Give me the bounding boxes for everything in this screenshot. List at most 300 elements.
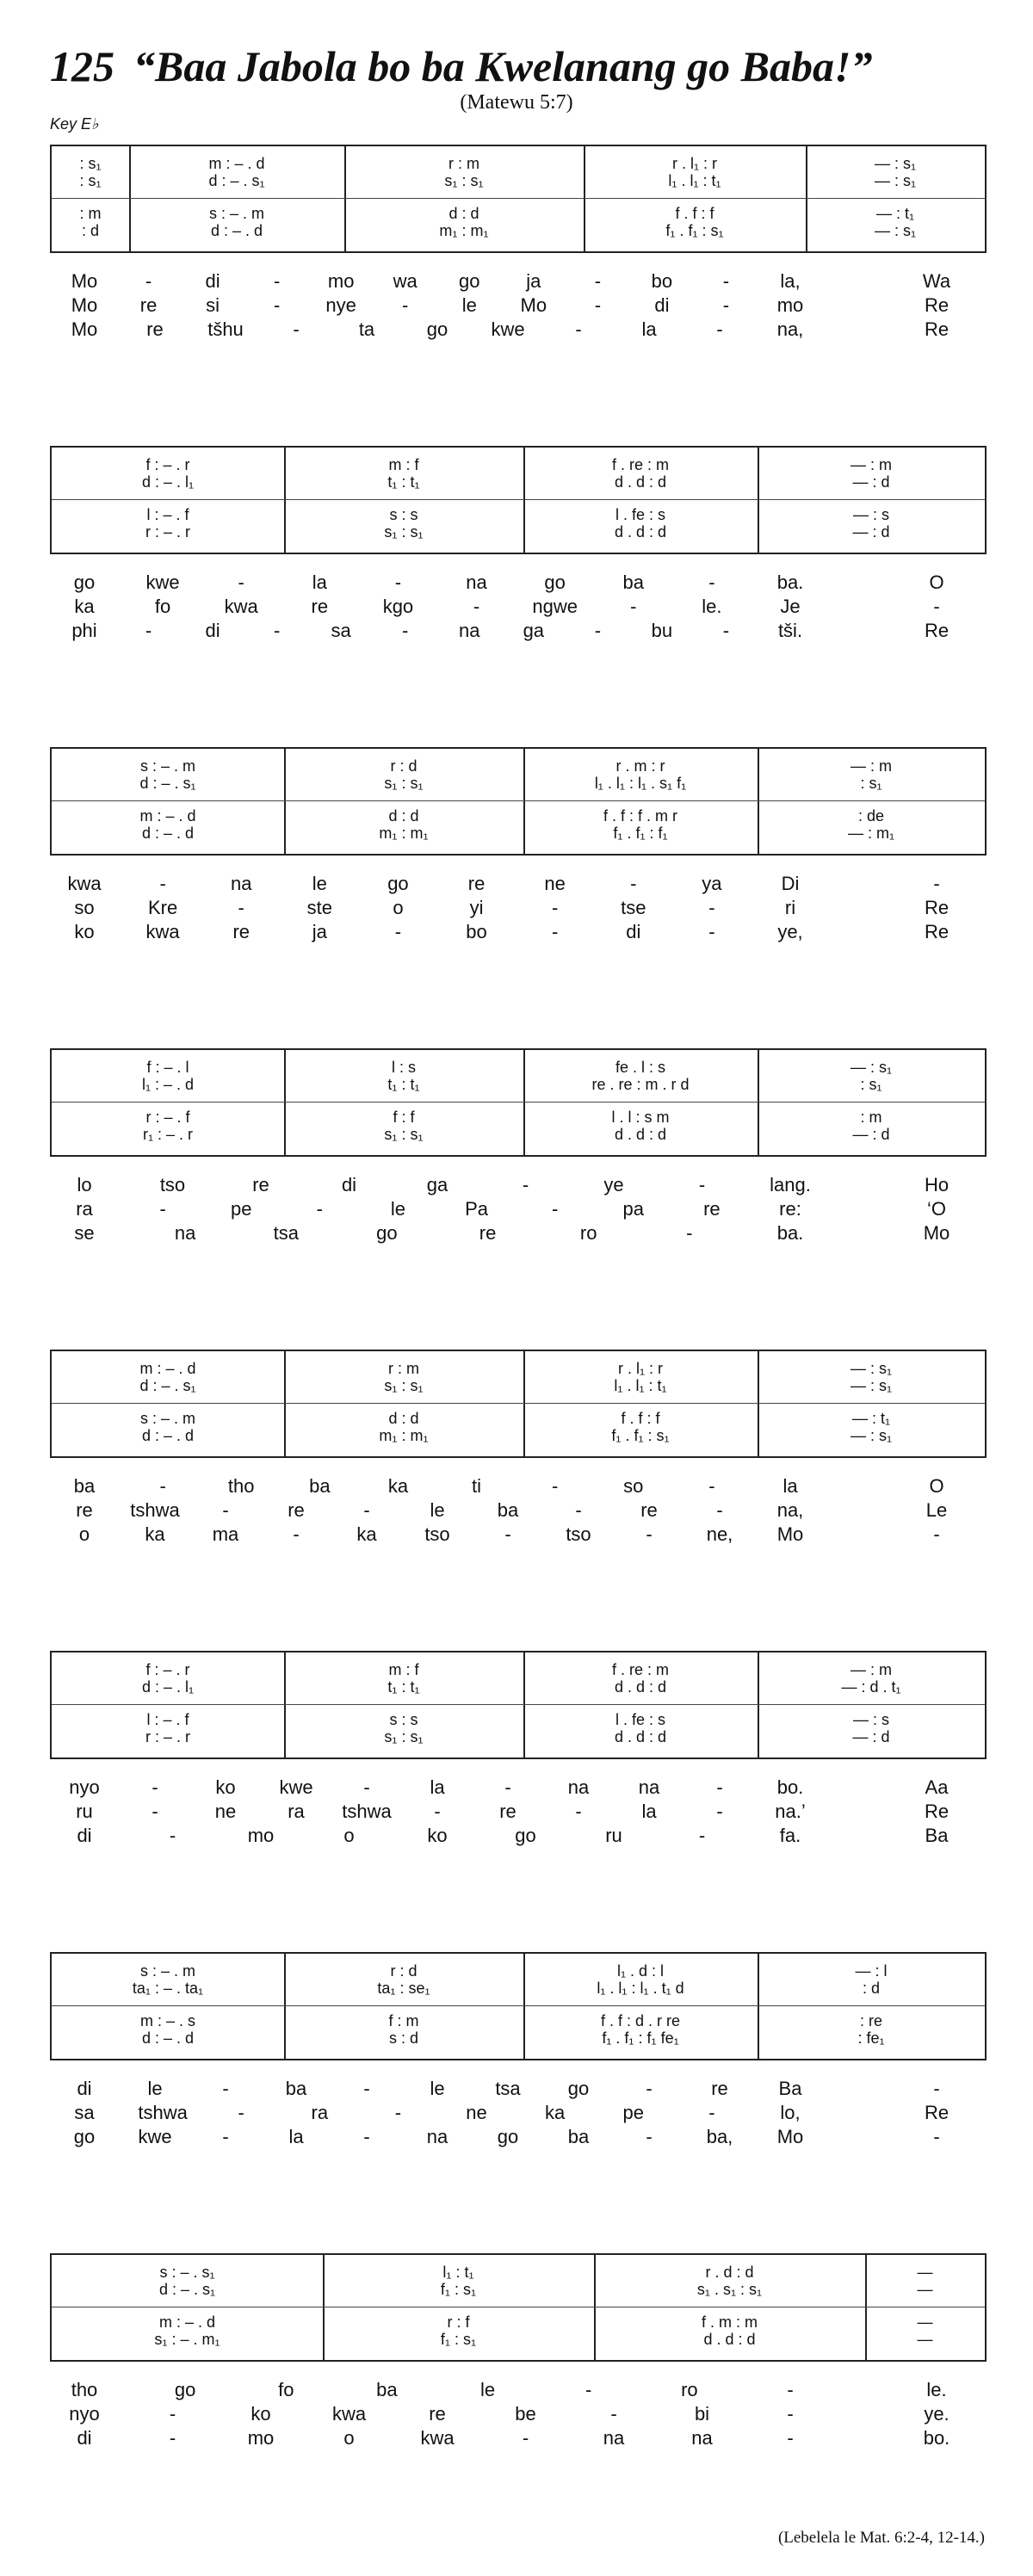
- solfa-measure: r : – . r: [145, 523, 191, 541]
- lyric-syllable: kwe: [491, 318, 525, 340]
- solfa-measure: fe . l : s: [615, 1059, 666, 1076]
- voice-row: [52, 172, 988, 193]
- solfa-measure: r . m : r: [615, 757, 665, 775]
- solfa-measure: f . f : f . m r: [603, 807, 678, 825]
- solfa-measure: l₁ . l₁ : t₁: [614, 1377, 667, 1394]
- lyric-syllable: wa: [393, 270, 418, 292]
- voice-row: [52, 2029, 988, 2050]
- lyric-syllable: re: [76, 1499, 93, 1521]
- lyric-syllable: na: [691, 2427, 713, 2449]
- lyric-syllable: ye: [603, 1174, 624, 1195]
- lyric-syllable: ka: [545, 2102, 566, 2123]
- key-signature: Key E♭: [50, 115, 99, 133]
- voice-row: [52, 1126, 988, 1146]
- lyric-syllable: Mo: [776, 2126, 804, 2147]
- lyric-syllable: -: [238, 2102, 244, 2123]
- lyric-line: [50, 921, 987, 945]
- lyric-syllable: tshwa: [342, 1801, 392, 1822]
- lyric-syllable: -: [646, 2126, 653, 2147]
- solfa-measure: r . l₁ : r: [671, 155, 718, 172]
- lyric-syllable: go: [387, 873, 409, 894]
- lyric-syllable: ba: [73, 1475, 96, 1497]
- solfa-measure: s : s: [389, 1711, 418, 1728]
- lyric-syllable: re: [640, 1499, 658, 1521]
- lyric-syllable: fa.: [779, 1825, 801, 1846]
- lyric-syllable: -: [630, 873, 637, 894]
- lyric-syllable: -: [504, 1523, 511, 1545]
- solfa-measure: ta₁ : se₁: [377, 1980, 430, 1997]
- solfa-measure: d . d : d: [614, 1678, 667, 1696]
- solfa-measure: : s₁: [860, 775, 882, 792]
- lyric-syllable: -: [145, 620, 152, 641]
- solfa-measure: l₁ . l₁ : t₁: [668, 172, 721, 189]
- lyric-syllable: mo: [776, 294, 804, 316]
- solfa-measure: l : s: [391, 1059, 417, 1076]
- lyric-syllable: -: [646, 1523, 653, 1545]
- lyric-syllable: tso: [159, 1174, 186, 1195]
- solfa-measure: r : m: [388, 1360, 419, 1377]
- solfa-measure: : s₁: [79, 155, 102, 172]
- solfa-measure: s : – . m: [139, 1410, 196, 1427]
- lyric-syllable: O: [929, 571, 944, 593]
- solfa-measure: s₁ : s₁: [384, 775, 424, 792]
- lyric-syllable: tši.: [777, 620, 803, 641]
- lyric-syllable: re: [288, 1499, 305, 1521]
- lyric-syllable: kwa: [67, 873, 102, 894]
- lyric-syllable: le: [461, 294, 477, 316]
- lyric-syllable: -: [630, 596, 637, 617]
- solfa-measure: — : l: [855, 1962, 888, 1980]
- lyric-syllable: go: [426, 318, 448, 340]
- lyric-syllable: ba: [497, 1499, 519, 1521]
- lyric-syllable: bo: [466, 921, 487, 942]
- scripture-reference: (Matewu 5:7): [460, 91, 573, 114]
- lyric-syllable: ka: [356, 1523, 377, 1545]
- solfa-measure: — : s₁: [874, 222, 917, 239]
- lyric-line: [50, 1801, 987, 1825]
- lyric-syllable: -: [316, 1198, 323, 1220]
- lyric-line: [50, 2427, 987, 2451]
- solfa-measure: d . d : d: [703, 2331, 756, 2348]
- voice-divider: [52, 1102, 985, 1103]
- lyric-syllable: -: [394, 571, 402, 593]
- lyric-syllable: ro: [579, 1222, 597, 1244]
- solfa-staff: [50, 446, 987, 554]
- voice-row: [52, 1980, 988, 2000]
- lyric-syllable: na: [230, 873, 252, 894]
- lyric-syllable: -: [716, 318, 723, 340]
- solfa-measure: : m: [860, 1109, 882, 1126]
- solfa-measure: —: [917, 2313, 933, 2331]
- lyric-syllable: re: [703, 1198, 721, 1220]
- lyric-line: [50, 318, 987, 343]
- lyric-syllable: ra: [76, 1198, 93, 1220]
- solfa-measure: s₁ : s₁: [384, 1377, 424, 1394]
- lyric-line: [50, 2078, 987, 2102]
- solfa-measure: f₁ . f₁ : f₁ fe₁: [602, 2029, 679, 2047]
- lyric-line: [50, 2403, 987, 2427]
- lyric-syllable: tšhu: [207, 318, 244, 340]
- solfa-measure: d : – . d: [141, 825, 195, 842]
- solfa-measure: — : m: [851, 757, 892, 775]
- lyric-line: [50, 2126, 987, 2150]
- lyric-syllable: tshwa: [130, 1499, 180, 1521]
- voice-row: [52, 473, 988, 494]
- solfa-measure: s₁ : s₁: [384, 1126, 424, 1143]
- lyric-syllable: ko: [427, 1825, 448, 1846]
- lyric-syllable: go: [376, 1222, 398, 1244]
- lyric-syllable: -: [575, 1801, 582, 1822]
- lyric-syllable: be: [515, 2403, 536, 2425]
- solfa-measure: m₁ : m₁: [439, 222, 489, 239]
- lyric-line: [50, 2102, 987, 2126]
- lyric-syllable: so: [74, 897, 95, 918]
- solfa-measure: d : d: [388, 807, 419, 825]
- lyric-syllable: ‘O: [927, 1198, 946, 1220]
- lyric-syllable: -: [594, 620, 602, 641]
- lyric-syllable: go: [73, 2126, 96, 2147]
- solfa-measure: f₁ . f₁ : s₁: [611, 1427, 670, 1444]
- lyric-syllable: go: [459, 270, 480, 292]
- lyric-syllable: ka: [387, 1475, 409, 1497]
- voice-row: [52, 2331, 988, 2351]
- lyric-syllable: la: [782, 1475, 798, 1497]
- lyric-syllable: kwa: [331, 2403, 367, 2425]
- lyric-syllable: -: [473, 596, 480, 617]
- voice-row: [52, 1728, 988, 1749]
- solfa-measure: f : – . r: [145, 456, 190, 473]
- voice-row: [52, 825, 988, 845]
- lyric-syllable: ko: [215, 1776, 236, 1798]
- lyric-syllable: -: [522, 2427, 529, 2449]
- solfa-measure: —: [917, 2281, 933, 2298]
- lyric-syllable: -: [363, 2078, 370, 2099]
- lyric-syllable: go: [567, 2078, 590, 2099]
- lyric-syllable: Re: [924, 1801, 949, 1822]
- lyric-syllable: tshwa: [138, 2102, 188, 2123]
- lyric-syllable: -: [152, 1776, 158, 1798]
- solfa-staff: [50, 1952, 987, 2060]
- lyric-syllable: O: [929, 1475, 944, 1497]
- lyric-line: [50, 897, 987, 921]
- solfa-measure: l . fe : s: [615, 506, 666, 523]
- lyric-syllable: -: [159, 873, 166, 894]
- solfa-measure: f₁ . f₁ : s₁: [665, 222, 724, 239]
- lyric-syllable: na,: [776, 1499, 804, 1521]
- lyric-syllable: ja: [312, 921, 327, 942]
- lyric-syllable: ba: [567, 2126, 590, 2147]
- solfa-measure: —: [917, 2264, 933, 2281]
- solfa-measure: m : – . s: [139, 2012, 196, 2029]
- lyric-syllable: Re: [924, 318, 949, 340]
- lyric-syllable: -: [434, 1801, 441, 1822]
- solfa-measure: d . d : d: [614, 523, 667, 541]
- hymn-header: [50, 41, 872, 91]
- lyric-syllable: ne,: [706, 1523, 733, 1545]
- solfa-measure: f₁ : s₁: [440, 2331, 477, 2348]
- solfa-measure: — : m: [851, 1661, 892, 1678]
- voice-divider: [52, 2005, 985, 2006]
- solfa-measure: l₁ : t₁: [442, 2264, 474, 2281]
- lyric-line: [50, 1825, 987, 1849]
- lyric-syllable: kwe: [279, 1776, 313, 1798]
- lyric-syllable: tsa: [273, 1222, 299, 1244]
- hymn-title: “Baa Jabola bo ba Kwelanang go Baba!”: [133, 42, 873, 90]
- voice-row: [52, 1076, 988, 1096]
- lyric-syllable: le: [430, 2078, 445, 2099]
- lyric-syllable: re: [499, 1801, 516, 1822]
- voice-divider: [52, 1403, 985, 1404]
- lyric-syllable: na: [459, 620, 480, 641]
- lyric-syllable: ko: [74, 921, 95, 942]
- lyric-syllable: ba: [622, 571, 645, 593]
- lyric-syllable: na: [567, 1776, 590, 1798]
- lyric-syllable: -: [722, 620, 730, 641]
- lyric-syllable: la: [641, 1801, 657, 1822]
- lyric-syllable: -: [402, 620, 409, 641]
- voice-divider: [52, 1704, 985, 1705]
- lyric-syllable: ngwe: [532, 596, 578, 617]
- lyric-syllable: go: [497, 2126, 519, 2147]
- lyric-syllable: la,: [780, 270, 801, 292]
- lyric-syllable: re:: [779, 1198, 801, 1220]
- lyric-syllable: -: [238, 571, 244, 593]
- lyric-syllable: na: [426, 2126, 448, 2147]
- lyric-syllable: -: [222, 2078, 229, 2099]
- lyric-syllable: le: [147, 2078, 163, 2099]
- voice-divider: [52, 198, 985, 199]
- lyric-syllable: ba.: [776, 571, 804, 593]
- lyric-syllable: re: [146, 318, 164, 340]
- voice-divider: [52, 800, 985, 801]
- lyric-line: [50, 294, 987, 318]
- lyric-syllable: Re: [924, 2102, 949, 2123]
- lyric-syllable: si: [206, 294, 220, 316]
- voice-row: [52, 2281, 988, 2301]
- lyric-syllable: phi: [71, 620, 97, 641]
- lyric-syllable: -: [933, 2126, 940, 2147]
- lyric-syllable: la: [430, 1776, 445, 1798]
- lyric-syllable: tho: [71, 2379, 98, 2400]
- solfa-measure: — : s₁: [874, 172, 917, 189]
- lyric-syllable: -: [575, 318, 582, 340]
- lyric-syllable: le: [480, 2379, 496, 2400]
- lyric-syllable: -: [933, 873, 940, 894]
- solfa-measure: l₁ . l₁ : l₁ . s₁ f₁: [594, 775, 687, 792]
- lyric-line: [50, 270, 987, 294]
- lyric-syllable: kwe: [145, 571, 180, 593]
- lyric-syllable: -: [646, 2078, 653, 2099]
- solfa-measure: d : – . d: [141, 1427, 195, 1444]
- solfa-measure: d . d : d: [614, 473, 667, 491]
- lyric-syllable: nye: [325, 294, 356, 316]
- solfa-measure: r : f: [447, 2313, 470, 2331]
- lyric-syllable: la: [641, 318, 657, 340]
- lyric-syllable: -: [787, 2379, 794, 2400]
- lyric-syllable: le.: [926, 2379, 947, 2400]
- lyric-syllable: -: [708, 571, 715, 593]
- solfa-measure: d : – . l₁: [141, 473, 195, 491]
- lyric-syllable: o: [78, 1523, 90, 1545]
- solfa-measure: l₁ . d : l: [616, 1962, 665, 1980]
- lyric-syllable: -: [722, 294, 730, 316]
- lyric-syllable: na: [174, 1222, 196, 1244]
- lyric-syllable: ya: [702, 873, 722, 894]
- lyric-syllable: Wa: [922, 270, 951, 292]
- voice-row: [52, 222, 988, 243]
- solfa-measure: r . l₁ : r: [617, 1360, 664, 1377]
- solfa-measure: : m: [79, 205, 102, 222]
- solfa-measure: d : – . d: [141, 2029, 195, 2047]
- lyric-syllable: nyo: [69, 2403, 100, 2425]
- solfa-measure: s : – . m: [208, 205, 265, 222]
- solfa-measure: r : d: [390, 757, 418, 775]
- lyric-syllable: ga: [523, 620, 545, 641]
- lyric-syllable: pe: [230, 1198, 252, 1220]
- solfa-measure: f : m: [388, 2012, 419, 2029]
- voice-row: [52, 775, 988, 795]
- solfa-measure: m : – . d: [139, 807, 196, 825]
- lyric-syllable: kgo: [382, 596, 414, 617]
- solfa-measure: m₁ : m₁: [379, 1427, 429, 1444]
- lyric-syllable: o: [343, 2427, 355, 2449]
- solfa-measure: : s₁: [860, 1076, 882, 1093]
- lyric-syllable: ne: [214, 1801, 237, 1822]
- solfa-staff: [50, 747, 987, 856]
- solfa-measure: —: [917, 2331, 933, 2348]
- solfa-measure: l : – . f: [146, 1711, 189, 1728]
- solfa-measure: f . f : d . r re: [600, 2012, 681, 2029]
- lyric-syllable: Pa: [465, 1198, 489, 1220]
- lyric-syllable: re: [429, 2403, 446, 2425]
- lyric-syllable: mo: [247, 2427, 275, 2449]
- lyric-syllable: Mo: [776, 1523, 804, 1545]
- lyric-syllable: -: [363, 1776, 370, 1798]
- lyric-syllable: pe: [622, 2102, 645, 2123]
- lyric-syllable: so: [623, 1475, 644, 1497]
- lyric-syllable: Di: [781, 873, 800, 894]
- solfa-measure: t₁ : t₁: [387, 1076, 420, 1093]
- solfa-measure: — : d: [852, 523, 890, 541]
- lyric-syllable: -: [722, 270, 730, 292]
- lyric-syllable: mo: [247, 1825, 275, 1846]
- lyric-syllable: le: [312, 873, 327, 894]
- lyric-syllable: nyo: [69, 1776, 100, 1798]
- solfa-measure: d : d: [388, 1410, 419, 1427]
- lyric-syllable: bi: [694, 2403, 710, 2425]
- lyric-syllable: na: [603, 2427, 625, 2449]
- lyric-syllable: o: [343, 1825, 355, 1846]
- lyric-syllable: -: [708, 1475, 715, 1497]
- lyric-syllable: ra: [288, 1801, 305, 1822]
- lyric-syllable: Mo: [71, 318, 98, 340]
- lyric-syllable: tho: [227, 1475, 255, 1497]
- voice-row: [52, 1427, 988, 1448]
- lyric-syllable: -: [787, 2403, 794, 2425]
- lyric-syllable: -: [238, 897, 244, 918]
- lyric-syllable: -: [159, 1475, 166, 1497]
- lyric-syllable: -: [222, 1499, 229, 1521]
- lyric-syllable: -: [394, 921, 402, 942]
- solfa-measure: d : d: [448, 205, 479, 222]
- solfa-measure: — : s₁: [850, 1377, 893, 1394]
- solfa-measure: — : d: [852, 1126, 890, 1143]
- solfa-measure: s : – . s₁: [159, 2264, 215, 2281]
- solfa-measure: s : s: [389, 506, 418, 523]
- lyric-syllable: se: [74, 1222, 95, 1244]
- lyric-syllable: -: [594, 294, 602, 316]
- voice-row: [52, 1678, 988, 1699]
- solfa-measure: r : d: [390, 1962, 418, 1980]
- lyric-syllable: ga: [426, 1174, 448, 1195]
- solfa-measure: r . d : d: [705, 2264, 754, 2281]
- lyric-syllable: fo: [154, 596, 171, 617]
- lyric-syllable: -: [716, 1499, 723, 1521]
- lyric-syllable: -: [698, 1174, 706, 1195]
- lyric-syllable: -: [551, 921, 559, 942]
- lyric-syllable: Re: [924, 620, 949, 641]
- lyric-syllable: ro: [681, 2379, 698, 2400]
- lyric-syllable: sa: [331, 620, 351, 641]
- solfa-measure: : de: [857, 807, 885, 825]
- lyric-line: [50, 596, 987, 620]
- lyric-syllable: go: [73, 571, 96, 593]
- lyric-syllable: le: [430, 1499, 445, 1521]
- lyric-syllable: ba: [376, 2379, 398, 2400]
- solfa-measure: : d: [81, 222, 100, 239]
- lyric-syllable: -: [551, 897, 559, 918]
- solfa-staff: [50, 2253, 987, 2362]
- lyric-syllable: -: [708, 921, 715, 942]
- lyric-syllable: di: [205, 270, 220, 292]
- lyric-syllable: o: [393, 897, 404, 918]
- solfa-measure: l₁ : – . d: [141, 1076, 195, 1093]
- solfa-measure: m₁ : m₁: [379, 825, 429, 842]
- solfa-measure: r₁ : – . r: [142, 1126, 194, 1143]
- solfa-measure: r : – . r: [145, 1728, 191, 1745]
- lyric-line: [50, 1198, 987, 1222]
- lyric-line: [50, 873, 987, 897]
- lyric-syllable: -: [551, 1475, 559, 1497]
- lyric-syllable: di: [205, 620, 220, 641]
- solfa-measure: d : – . s₁: [208, 172, 265, 189]
- lyric-syllable: ne: [466, 2102, 487, 2123]
- lyric-syllable: ja: [526, 270, 541, 292]
- lyric-syllable: ba: [309, 1475, 331, 1497]
- solfa-measure: t₁ : t₁: [387, 473, 420, 491]
- solfa-measure: — : s₁: [850, 1427, 893, 1444]
- solfa-measure: f . f : f: [621, 1410, 660, 1427]
- solfa-measure: — : s: [852, 506, 890, 523]
- lyric-syllable: le.: [702, 596, 722, 617]
- lyric-syllable: pa: [622, 1198, 645, 1220]
- lyric-syllable: ka: [145, 1523, 165, 1545]
- solfa-measure: f : – . r: [145, 1661, 190, 1678]
- solfa-measure: d : – . s₁: [158, 2281, 216, 2298]
- lyric-syllable: re: [139, 294, 158, 316]
- lyric-syllable: -: [152, 1801, 158, 1822]
- solfa-measure: f . f : f: [675, 205, 714, 222]
- solfa-measure: m : – . d: [158, 2313, 216, 2331]
- lyric-syllable: tse: [621, 897, 646, 918]
- lyric-syllable: -: [575, 1499, 582, 1521]
- solfa-measure: m : f: [388, 456, 419, 473]
- lyric-syllable: re: [467, 873, 486, 894]
- lyric-syllable: -: [716, 1801, 723, 1822]
- lyric-syllable: -: [504, 1776, 511, 1798]
- lyric-syllable: bo: [651, 270, 673, 292]
- lyric-syllable: bo.: [923, 2427, 950, 2449]
